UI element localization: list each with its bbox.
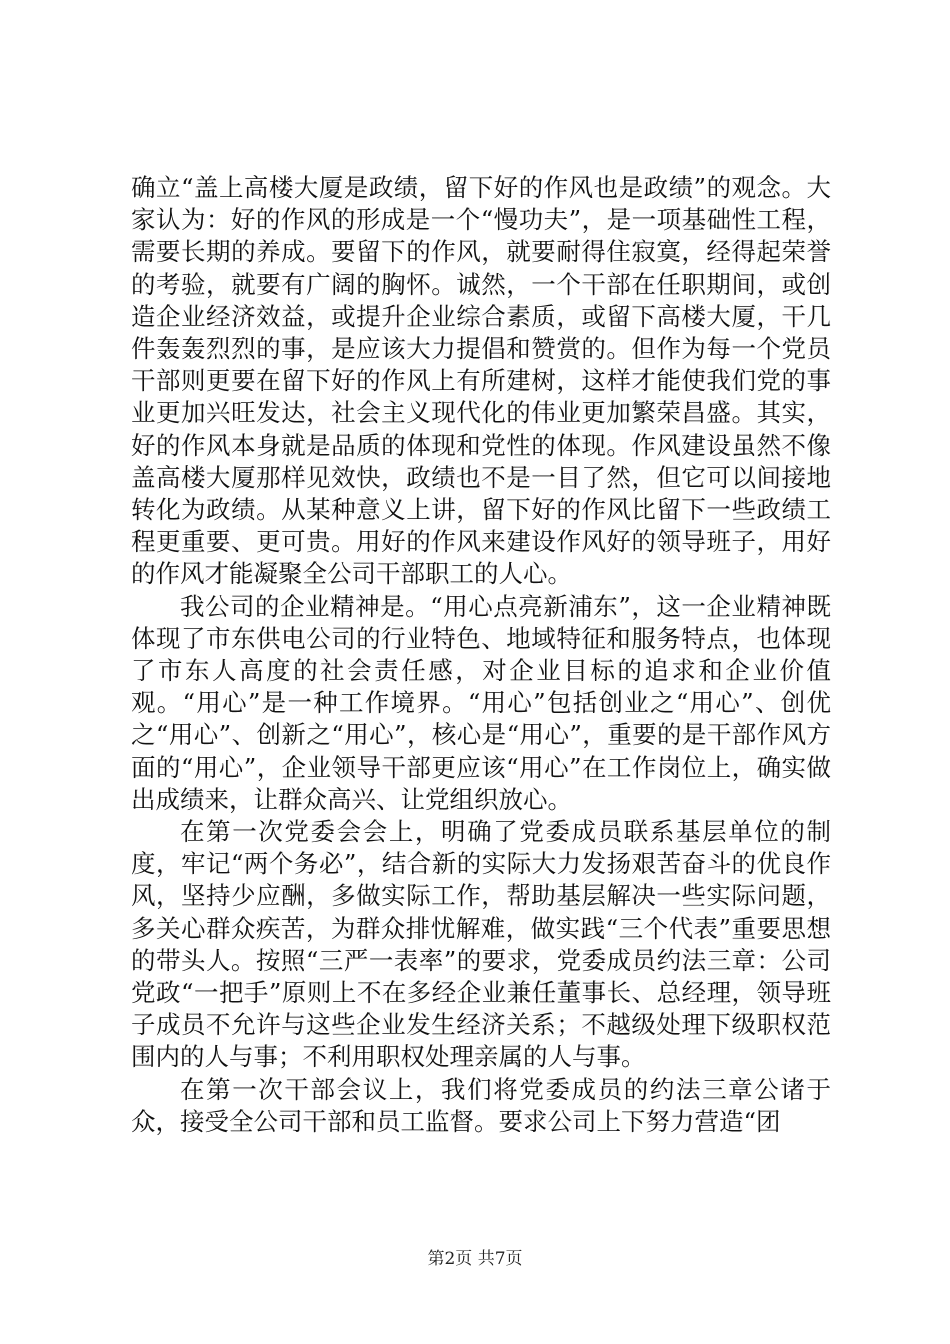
paragraph-4: 在第一次干部会议上，我们将党委成员的约法三章公诸于众，接受全公司干部和员工监督。要求公司上下努力营造“团 — [131, 1074, 831, 1136]
document-body — [131, 172, 831, 1138]
paragraph-3: 在第一次党委会会上，明确了党委成员联系基层单位的制度，牢记“两个务必”，结合新的实际大力发扬艰苦奋斗的优良作风，坚持少应酬，多做实际工作，帮助基层解决一些实际问题，多关心群众疾苦，为群众排忧解难，做实践“三个代表”重要思想的带头人。按照“三严一表率”的要求，党委成员约法三章：公司党政“一把手”原则上不在多经企业兼任董事长、总经理，领导班子成员不允许与这些企业发生经济关系；不越级处理下级职权范围内的人与事；不利用职权处理亲属的人与事。 — [131, 817, 831, 1072]
page-number-label: 第2页 共7页 — [427, 1249, 523, 1269]
page-footer — [0, 1244, 950, 1269]
paragraph-2: 我公司的企业精神是。“用心点亮新浦东”，这一企业精神既体现了市东供电公司的行业特色、地域特征和服务特点，也体现了市东人高度的社会责任感，对企业目标的追求和企业价值观。“用心”是一种工作境界。“用心”包括创业之“用心”、创优之“用心”、创新之“用心”，核心是“用心”，重要的是干部作风方面的“用心”，企业领导干部更应该“用心”在工作岗位上，确实做出成绩来，让群众高兴、让党组织放心。 — [131, 591, 831, 814]
paragraph-1: 确立“盖上高楼大厦是政绩，留下好的作风也是政绩”的观念。大家认为：好的作风的形成是一个“慢功夫”，是一项基础性工程，需要长期的养成。要留下的作风，就要耐得住寂寞，经得起荣誉的考验，就要有广阔的胸怀。诚然，一个干部在任职期间，或创造企业经济效益，或提升企业综合素质，或留下高楼大厦，干几件轰轰烈烈的事，是应该大力提倡和赞赏的。但作为每一个党员干部则更要在留下好的作风上有所建树，这样才能使我们党的事业更加兴旺发达，社会主义现代化的伟业更加繁荣昌盛。其实，好的作风本身就是品质的体现和党性的体现。作风建设虽然不像盖高楼大厦那样见效快，政绩也不是一目了然，但它可以间接地转化为政绩。从某种意义上讲，留下好的作风比留下一些政绩工程更重要、更可贵。用好的作风来建设作风好的领导班子，用好的作风才能凝聚全公司干部职工的人心。 — [131, 173, 831, 589]
